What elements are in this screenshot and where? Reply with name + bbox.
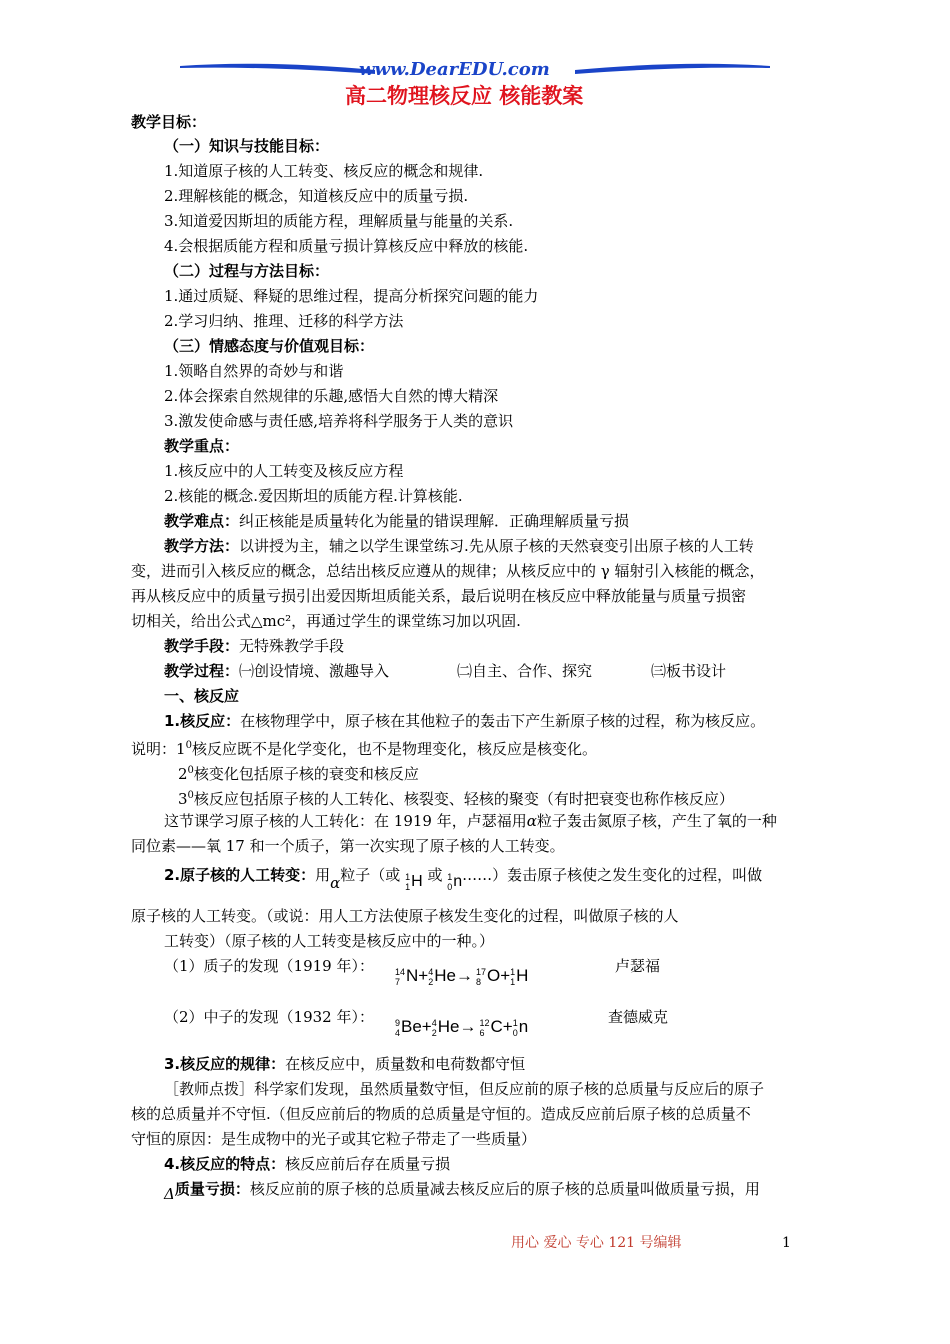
nuclear-reaction-text: 在核物理学中，原子核在其他粒子的轰击下产生新原子核的过程，称为核反应。 — [240, 712, 766, 730]
delta-symbol: Δ — [164, 1185, 175, 1203]
art-text-d: ……）轰击原子核使之发生变化的过程，叫做 — [462, 866, 763, 884]
note-2: $2^0$核变化包括原子核的衰变和核反应 — [178, 765, 419, 783]
method-line-1 — [164, 536, 754, 556]
process-step-1: ㈠创设情境、激趣导入 — [239, 662, 390, 680]
neutron-discovery-equation: 9 4 Be+ 4 2 He→ 12 6 C+ 1 0 n — [395, 1017, 529, 1038]
artificial-transmutation-label: 2.原子核的人工转变： — [164, 866, 316, 884]
difficulty-text: 纠正核能是质量转化为能量的错误理解．正确理解质量亏损 — [239, 512, 630, 530]
rules-text: 在核反应中，质量数和电荷数都守恒 — [285, 1055, 526, 1073]
nuclear-reaction-label: 1.核反应： — [164, 712, 241, 730]
process-line — [164, 661, 389, 681]
difficulty-line — [164, 511, 629, 531]
intro-line-2: 同位素——氧 17 和一个质子，第一次实现了原子核的人工转变。 — [131, 837, 565, 855]
goals-heading: 教学目标： — [131, 113, 207, 131]
example-2-label: （2）中子的发现（1932 年）： — [164, 1008, 374, 1026]
note-3: $3^0$核反应包括原子核的人工转化、核裂变、轻核的聚变（有时把衰变也称作核反应） — [178, 790, 734, 808]
method-text-1: 以讲授为主，辅之以学生课堂练习.先从原子核的天然衰变引出原子核的人工转 — [239, 537, 754, 555]
means-line — [164, 636, 344, 656]
teacher-note-line-1: ［教师点拨］科学家们发现，虽然质量数守恒，但反应前的原子核的总质量与反应后的原子 — [164, 1080, 765, 1098]
art-text-c: 或 — [427, 866, 443, 884]
knowledge-goal-1: 1.知道原子核的人工转变、核反应的概念和规律. — [164, 162, 484, 180]
features-label: 4.核反应的特点： — [164, 1155, 286, 1173]
artificial-transmutation-line-2: 原子核的人工转变。（或说：用人工方法使原子核发生变化的过程，叫做原子核的人 — [131, 907, 679, 925]
process-label: 教学过程： — [164, 662, 240, 680]
banner-swoosh-left — [180, 64, 375, 74]
mass-defect-text: 核反应前的原子核的总质量减去核反应后的原子核的总质量叫做质量亏损，用 — [249, 1180, 760, 1198]
emotion-goal-2: 2.体会探索自然规律的乐趣,感悟大自然的博大精深 — [164, 387, 499, 405]
emotion-goal-1: 1.领略自然界的奇妙与和谐 — [164, 362, 344, 380]
key-points-heading: 教学重点： — [164, 437, 240, 455]
mass-defect-label: 质量亏损： — [174, 1180, 250, 1198]
alpha-symbol-2: α — [330, 874, 341, 892]
rules-line — [164, 1054, 525, 1074]
features-text: 核反应前后存在质量亏损 — [285, 1155, 451, 1173]
intro-text-1a: 这节课学习原子核的人工转化：在 1919 年，卢瑟福用 — [164, 812, 527, 830]
method-label: 教学方法： — [164, 537, 240, 555]
note-label: 说明： — [131, 740, 177, 758]
mass-defect-line — [164, 1179, 760, 1204]
art-text-b: 粒子（或 — [340, 866, 401, 884]
emotion-goals-heading: （三）情感态度与价值观目标： — [164, 337, 375, 355]
method-line-2: 变，进而引入核反应的概念，总结出核反应遵从的规律；从核反应中的 γ 辐射引入核能的概念， — [131, 562, 765, 580]
site-url[interactable]: www.DearEDU.com — [359, 59, 550, 80]
example-1-label: （1）质子的发现（1919 年）： — [164, 957, 374, 975]
artificial-transmutation-line-3: 工转变）（原子核的人工转变是核反应中的一种。） — [164, 932, 495, 950]
nuclear-reaction-def — [164, 711, 765, 731]
intro-text-1b: 粒子轰击氮原子核，产生了氧的一种 — [536, 812, 777, 830]
process-step-2: ㈡自主、合作、探究 — [457, 662, 593, 680]
knowledge-goal-3: 3.知道爱因斯坦的质能方程，理解质量与能量的关系. — [164, 212, 514, 230]
process-goal-2: 2.学习归纳、推理、迁移的科学方法 — [164, 312, 404, 330]
method-line-4: 切相关，给出公式△mc²，再通过学生的课堂练习加以巩固. — [131, 612, 521, 630]
proton-discovery-equation: 14 7 N+ 4 2 He→ 17 8 O+ 1 1 H — [395, 966, 529, 987]
example-1-person: 卢瑟福 — [615, 957, 661, 975]
proton-symbol: 1 1 H — [405, 871, 423, 892]
process-goal-1: 1.通过质疑、释疑的思维过程，提高分析探究问题的能力 — [164, 287, 539, 305]
teacher-note-line-3: 守恒的原因：是生成物中的光子或其它粒子带走了一些质量） — [131, 1130, 537, 1148]
artificial-transmutation-line-1 — [164, 861, 762, 897]
banner-swoosh-right — [575, 64, 770, 74]
example-2-person: 查德威克 — [608, 1008, 669, 1026]
page-title: 高二物理核反应 核能教案 — [345, 84, 584, 108]
process-step-3: ㈢板书设计 — [651, 662, 727, 680]
emotion-goal-3: 3.激发使命感与责任感,培养将科学服务于人类的意识 — [164, 412, 514, 430]
key-point-1: 1.核反应中的人工转变及核反应方程 — [164, 462, 404, 480]
page-number: 1 — [782, 1235, 791, 1251]
rules-label: 3.核反应的规律： — [164, 1055, 286, 1073]
difficulty-label: 教学难点： — [164, 512, 240, 530]
note-3-text: 核反应包括原子核的人工转化、核裂变、轻核的聚变（有时把衰变也称作核反应） — [193, 790, 734, 808]
section-1-heading: 一、核反应 — [164, 687, 240, 705]
knowledge-goal-2: 2.理解核能的概念，知道核反应中的质量亏损. — [164, 187, 469, 205]
intro-line-1 — [164, 811, 777, 831]
teacher-note-line-2: 核的总质量并不守恒.（但反应前后的物质的总质量是守恒的。造成反应前后原子核的总质量不 — [131, 1105, 751, 1123]
note-1-text: 核反应既不是化学变化，也不是物理变化，核反应是核变化。 — [191, 740, 597, 758]
knowledge-goals-heading: （一）知识与技能目标： — [164, 137, 330, 155]
note-2-text: 核变化包括原子核的衰变和核反应 — [193, 765, 419, 783]
note-1: 说明：$1^0$核反应既不是化学变化，也不是物理变化，核反应是核变化。 — [131, 740, 597, 758]
knowledge-goal-4: 4.会根据质能方程和质量亏损计算核反应中释放的核能. — [164, 237, 529, 255]
neutron-symbol: 1 0 n — [447, 871, 463, 892]
features-line — [164, 1154, 450, 1174]
footer-note: 用心 爱心 专心 121 号编辑 — [511, 1235, 682, 1251]
means-label: 教学手段： — [164, 637, 240, 655]
process-goals-heading: （二）过程与方法目标： — [164, 262, 330, 280]
key-point-2: 2.核能的概念.爱因斯坦的质能方程.计算核能. — [164, 487, 463, 505]
means-text: 无特殊教学手段 — [239, 637, 345, 655]
method-line-3: 再从核反应中的质量亏损引出爱因斯坦质能关系，最后说明在核反应中释放能量与质量亏损密 — [131, 587, 747, 605]
art-text-a: 用 — [315, 866, 331, 884]
alpha-symbol: α — [526, 812, 537, 830]
